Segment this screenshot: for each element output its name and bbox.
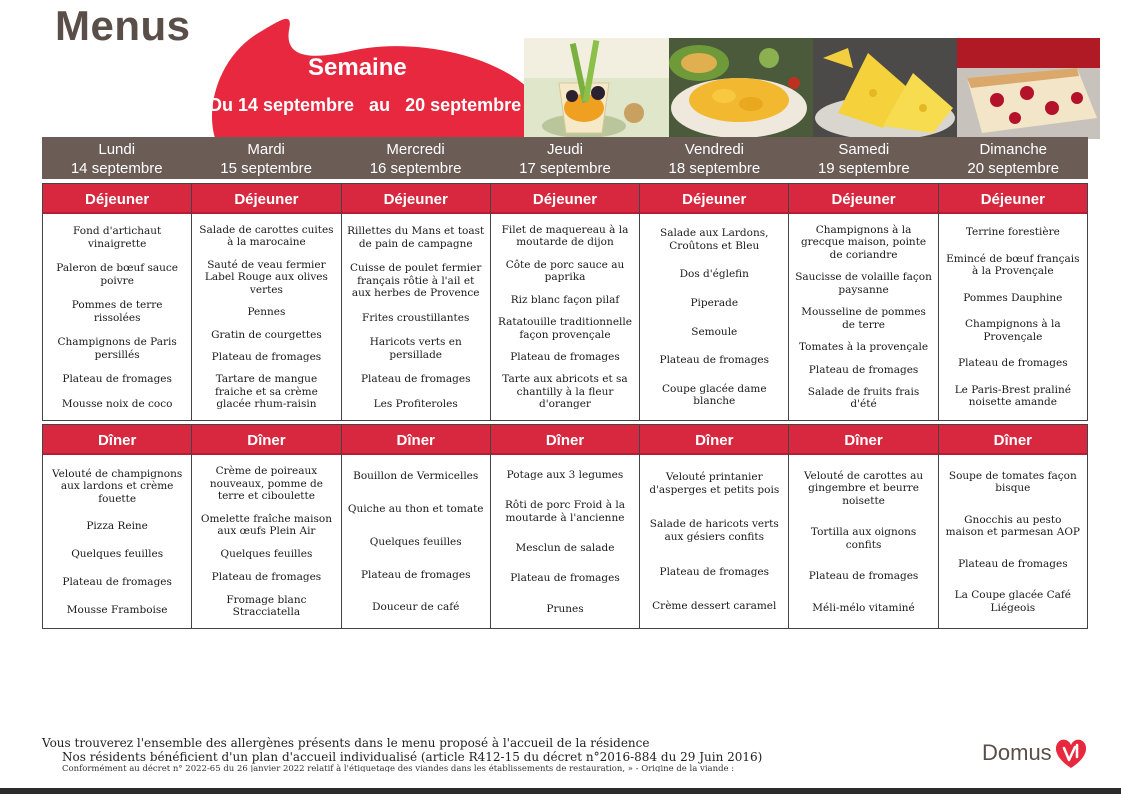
cherry-clafoutis-photo (957, 38, 1100, 139)
dish-item: Quiche au thon et tomate (347, 502, 484, 515)
diner-column-mercredi (342, 424, 491, 629)
dish-item: Omelette fraîche maison aux œufs Plein Air (200, 512, 332, 538)
day-header-vendredi (640, 137, 789, 179)
dish-item: Pizza Reine (86, 520, 148, 533)
week-label: Semaine (308, 54, 407, 81)
diner-header: Dîner (43, 425, 191, 458)
footer-notes (42, 736, 762, 772)
dish-item: Coupe glacée dame blanche (662, 382, 767, 408)
dish-item: Terrine forestière (965, 226, 1060, 239)
dejeuner-column-vendredi (640, 183, 789, 421)
diner-column-jeudi (491, 424, 640, 629)
dejeuner-header: Déjeuner (43, 184, 191, 217)
dish-item: La Coupe glacée Café Liégeois (954, 589, 1071, 614)
day-header-lundi (42, 137, 191, 179)
dish-list (640, 458, 788, 628)
day-date: 16 septembre (369, 160, 462, 177)
dish-item: Velouté de champignons aux lardons et crème fouette (52, 467, 183, 505)
day-header-dimanche (939, 137, 1088, 179)
day-name: Mercredi (386, 141, 445, 158)
day-name: Mardi (247, 141, 285, 158)
dish-item: Pennes (247, 306, 286, 319)
dish-item: Gratin de courgettes (211, 328, 322, 341)
dish-item: Crème de poireaux nouveaux, pomme de terre et ciboulette (209, 465, 323, 503)
dish-list (43, 458, 191, 628)
dish-item: Fond d'artichaut vinaigrette (73, 225, 162, 250)
diner-header: Dîner (491, 425, 639, 458)
dish-list (939, 217, 1087, 420)
dejeuner-column-jeudi (491, 183, 640, 421)
allergen-note: Vous trouverez l'ensemble des allergènes présents dans le menu proposé à l'accueil de la résidence (42, 736, 650, 750)
dish-item: Bouillon de Vermicelles (353, 470, 479, 483)
dish-item: Frites croustillantes (362, 311, 470, 324)
dish-item: Plateau de fromages (360, 568, 471, 581)
day-header-mardi (191, 137, 340, 179)
dish-item: Mousse Framboise (66, 603, 168, 616)
dish-item: Quelques feuilles (71, 548, 164, 561)
dish-list (939, 458, 1087, 628)
dish-list (192, 217, 340, 420)
dish-item: Tarte aux abricots et sa chantilly à la fleur d'oranger (502, 373, 628, 411)
domusvi-logo (982, 735, 1089, 771)
diner-column-vendredi (640, 424, 789, 629)
dish-item: Plateau de fromages (510, 351, 620, 364)
day-name: Dimanche (979, 141, 1047, 158)
dish-item: Le Paris-Brest praliné noisette amande (954, 383, 1071, 409)
day-date: 17 septembre (519, 160, 611, 177)
dish-item: Salade de carottes cuites à la marocaine (199, 223, 334, 249)
ravioli-salad-photo (669, 38, 813, 139)
dish-item: Cuisse de poulet fermier français rôtie à l'ail et aux herbes de Provence (350, 262, 482, 299)
week-range: Du 14 septembre au 20 septembre (209, 95, 522, 115)
bottom-rule (0, 788, 1121, 794)
dish-list (491, 217, 639, 420)
dejeuner-header: Déjeuner (640, 184, 788, 217)
dish-item: Ratatouille traditionnelle façon provençale (498, 316, 632, 341)
dish-item: Rôti de porc Froid à la moutarde à l'ancienne (505, 499, 625, 524)
dish-list (43, 217, 191, 420)
dejeuner-column-mardi (192, 183, 341, 421)
day-header-mercredi (341, 137, 490, 179)
dish-item: Salade aux Lardons, Croûtons et Bleu (660, 227, 769, 252)
cheese-plate-photo (813, 38, 957, 139)
diner-header: Dîner (342, 425, 490, 458)
dish-item: Tortilla aux oignons confits (810, 526, 917, 551)
dish-item: Gnocchis au pesto maison et parmesan AOP (945, 513, 1080, 539)
day-header-bar (42, 137, 1088, 179)
dish-item: Dos d'églefin (679, 268, 749, 281)
dish-item: Prunes (546, 602, 584, 615)
dish-item: Pommes Dauphine (963, 291, 1063, 304)
day-header-jeudi (490, 137, 639, 179)
appetizer-verrine-photo (524, 38, 669, 139)
dejeuner-header: Déjeuner (939, 184, 1087, 217)
diner-header: Dîner (789, 425, 937, 458)
dish-item: Sauté de veau fermier Label Rouge aux olives vertes (204, 258, 328, 296)
dish-item: Plateau de fromages (958, 357, 1068, 370)
dish-item: Plateau de fromages (659, 565, 770, 578)
day-name: Lundi (98, 141, 136, 158)
day-date: 18 septembre (668, 160, 761, 177)
dish-item: Plateau de fromages (808, 570, 919, 583)
dish-list (491, 458, 639, 628)
dish-item: Salade de fruits frais d'été (807, 385, 920, 411)
day-name: Samedi (838, 141, 890, 158)
dish-item: Quelques feuilles (220, 548, 313, 561)
domusvi-heart-logo-icon (1053, 735, 1089, 771)
diner-header: Dîner (192, 425, 340, 458)
diner-column-lundi (42, 424, 192, 629)
diner-column-dimanche (939, 424, 1088, 629)
dish-item: Champignons de Paris persillés (57, 336, 177, 361)
dish-item: Plateau de fromages (958, 557, 1068, 570)
dish-item: Velouté de carottes au gingembre et beurre noisette (803, 469, 924, 507)
logo-text: Domus (982, 740, 1052, 765)
dish-item: Douceur de café (372, 601, 460, 614)
dish-item: Les Profiteroles (373, 397, 458, 410)
dish-item: Tartare de mangue fraiche et sa crème glacée rhum-raisin (215, 373, 318, 411)
page-title: Menus (55, 2, 191, 49)
dish-item: Semoule (691, 325, 738, 338)
dejeuner-column-samedi (789, 183, 938, 421)
dish-item: Plateau de fromages (62, 576, 172, 589)
dish-item: Paleron de bœuf sauce poivre (56, 262, 178, 287)
diner-column-samedi (789, 424, 938, 629)
dish-item: Champignons à la grecque maison, pointe de coriandre (800, 223, 927, 261)
dish-item: Plateau de fromages (211, 571, 322, 584)
dish-item: Quelques feuilles (369, 535, 462, 548)
dish-item: Pommes de terre rissolées (71, 299, 163, 324)
dish-list (640, 217, 788, 420)
dish-item: Plateau de fromages (62, 373, 172, 385)
dish-item: Méli-mélo vitaminé (812, 601, 915, 614)
day-name: Jeudi (547, 141, 583, 158)
dish-item: Salade de haricots verts aux gésiers confits (649, 518, 779, 543)
dish-item: Rillettes du Mans et toast de pain de campagne (347, 225, 485, 250)
dish-item: Plateau de fromages (659, 354, 770, 367)
diner-header: Dîner (939, 425, 1087, 458)
dish-item: Plateau de fromages (211, 351, 322, 364)
dejeuner-header: Déjeuner (342, 184, 490, 217)
dejeuner-column-dimanche (939, 183, 1088, 421)
dish-item: Filet de maquereau à la moutarde de dijon (501, 223, 629, 249)
dish-item: Piperade (690, 296, 739, 309)
dish-item: Crème dessert caramel (652, 600, 777, 613)
dejeuner-header: Déjeuner (491, 184, 639, 217)
dish-item: Plateau de fromages (808, 363, 919, 376)
dish-item: Mousse noix de coco (61, 397, 173, 410)
diner-section (42, 424, 1088, 629)
dish-list (342, 458, 490, 628)
dejeuner-section (42, 183, 1088, 421)
day-date: 15 septembre (220, 160, 312, 177)
dish-item: Velouté printanier d'asperges et petits pois (649, 471, 780, 496)
dish-item: Côte de porc sauce au paprika (505, 258, 625, 284)
day-name: Vendredi (684, 141, 744, 158)
day-date: 20 septembre (967, 160, 1060, 177)
dejeuner-column-mercredi (342, 183, 491, 421)
dish-list (192, 458, 340, 628)
dish-item: Saucisse de volaille façon paysanne (795, 271, 932, 296)
dish-list (789, 458, 937, 628)
dish-item: Champignons à la Provençale (965, 318, 1061, 343)
diner-header: Dîner (640, 425, 788, 458)
dejeuner-header: Déjeuner (789, 184, 937, 217)
dish-list (342, 217, 490, 420)
dish-item: Fromage blanc Stracciatella (226, 593, 307, 619)
dish-item: Plateau de fromages (360, 373, 471, 385)
accueil-note: Nos résidents bénéficient d'un plan d'accueil individualisé (article R412-15 du décret n°2016-884 du 29 Juin 2016) (62, 750, 763, 764)
dejeuner-column-lundi (42, 183, 192, 421)
dish-item: Tomates à la provençale (798, 341, 929, 354)
dish-item: Plateau de fromages (510, 572, 620, 585)
dish-item: Potage aux 3 legumes (506, 468, 624, 481)
day-header-samedi (789, 137, 938, 179)
dish-item: Riz blanc façon pilaf (510, 293, 620, 306)
dish-item: Mesclun de salade (515, 541, 615, 554)
meat-origin-note: Conformément au décret n° 2022-65 du 26 janvier 2022 relatif à l'étiquetage des viandes dans les établissements de restauration, » - Origine de la viande : (62, 764, 735, 772)
dejeuner-header: Déjeuner (192, 184, 340, 217)
day-date: 19 septembre (817, 160, 910, 177)
diner-column-mardi (192, 424, 341, 629)
dish-item: Haricots verts en persillade (369, 336, 462, 361)
dish-list (789, 217, 937, 420)
dish-item: Emincé de bœuf français à la Provençale (946, 252, 1080, 278)
day-date: 14 septembre (70, 160, 163, 177)
dish-item: Mousseline de pommes de terre (801, 306, 926, 331)
dish-item: Soupe de tomates façon bisque (948, 469, 1077, 495)
